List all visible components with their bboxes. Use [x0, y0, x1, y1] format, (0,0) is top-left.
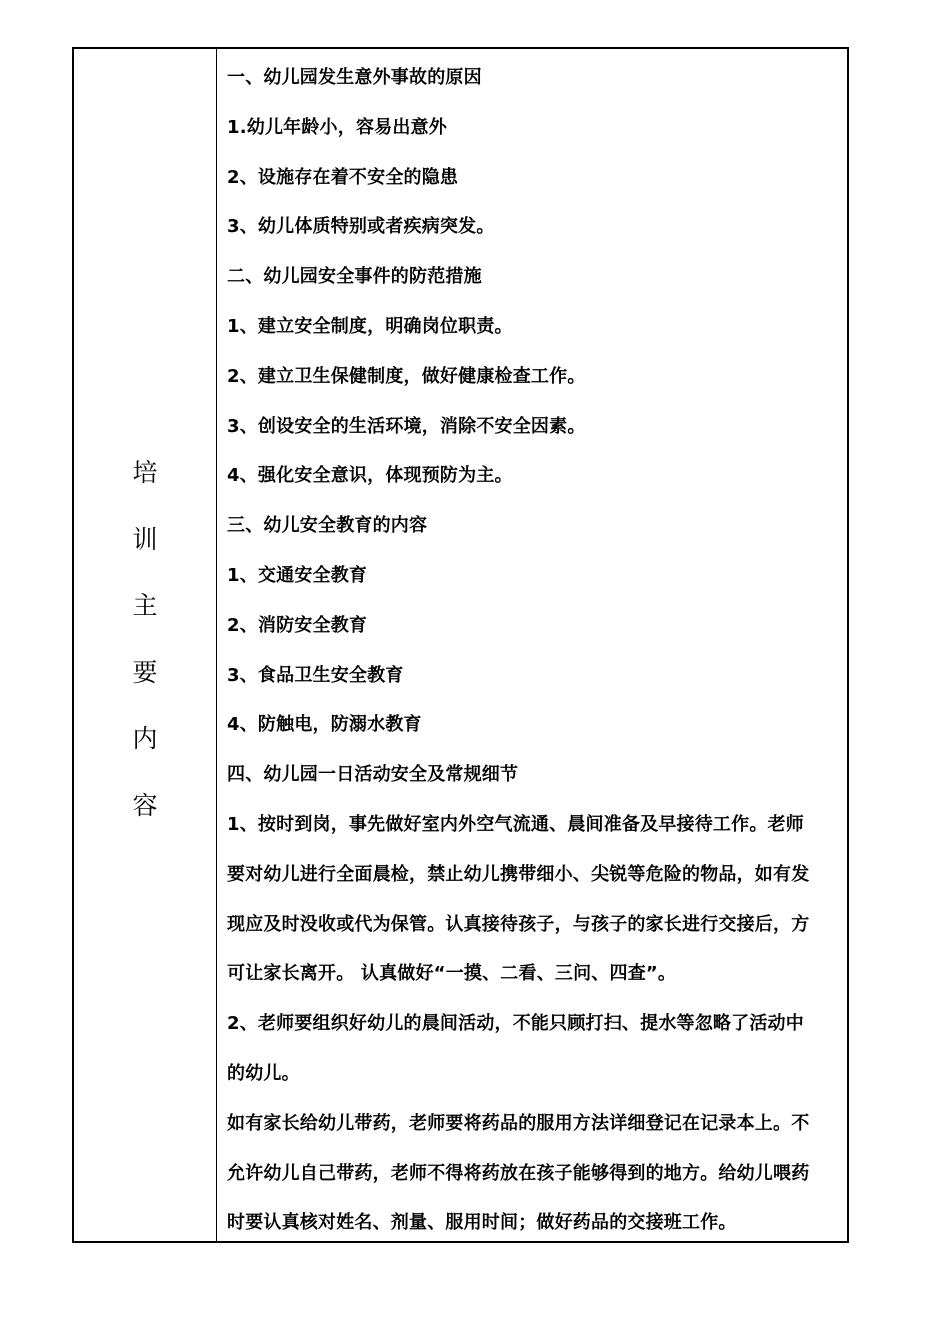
content-line: 1、交通安全教育	[227, 564, 368, 586]
content-line: 1、建立安全制度，明确岗位职责。	[227, 315, 513, 337]
content-line: 4、防触电，防溺水教育	[227, 714, 422, 736]
content-line: 可让家长离开。 认真做好“一摸、二看、三问、四查”。	[227, 963, 677, 985]
content-line: 现应及时没收或代为保管。认真接待孩子，与孩子的家长进行交接后，方	[227, 913, 810, 935]
section-heading: 四、幼儿园一日活动安全及常规细节	[227, 764, 519, 786]
content-line: 4、强化安全意识，体现预防为主。	[227, 465, 513, 487]
section-heading: 一、幼儿园发生意外事故的原因	[227, 67, 482, 88]
content-line: 要对幼儿进行全面晨检，禁止幼儿携带细小、尖锐等危险的物品，如有发	[227, 863, 810, 885]
content-line: 如有家长给幼儿带药，老师要将药品的服用方法详细登记在记录本上。不	[227, 1112, 810, 1134]
label-char: 内	[132, 724, 158, 754]
content-line: 允许幼儿自己带药，老师不得将药放在孩子能够得到的地方。给幼儿喂药	[227, 1162, 810, 1184]
content-line: 3、幼儿体质特别或者疾病突发。	[227, 216, 495, 238]
label-char: 训	[132, 524, 158, 554]
content-cell	[227, 53, 841, 1248]
content-line: 3、创设安全的生活环境，消除不安全因素。	[227, 415, 586, 437]
content-line: 的幼儿。	[227, 1062, 300, 1084]
training-content-label	[74, 440, 216, 840]
label-char: 培	[132, 458, 158, 487]
label-char: 主	[132, 591, 158, 621]
label-char: 容	[132, 790, 158, 820]
content-line: 2、老师要组织好幼儿的晨间活动，不能只顾打扫、提水等忽略了活动中	[227, 1013, 804, 1035]
content-line: 2、消防安全教育	[227, 614, 368, 636]
column-divider	[216, 47, 217, 1243]
content-line: 时要认真核对姓名、剂量、服用时间；做好药品的交接班工作。	[227, 1212, 737, 1234]
section-heading: 二、幼儿园安全事件的防范措施	[227, 266, 482, 288]
section-heading: 三、幼儿安全教育的内容	[227, 515, 428, 537]
content-line: 2、设施存在着不安全的隐患	[227, 166, 459, 188]
content-line: 2、建立卫生保健制度，做好健康检查工作。	[227, 365, 586, 387]
label-char: 要	[132, 657, 158, 687]
content-line: 1、按时到岗，事先做好室内外空气流通、晨间准备及早接待工作。老师	[227, 813, 804, 835]
content-line: 1.幼儿年龄小，容易出意外	[227, 116, 447, 138]
content-line: 3、食品卫生安全教育	[227, 664, 404, 686]
